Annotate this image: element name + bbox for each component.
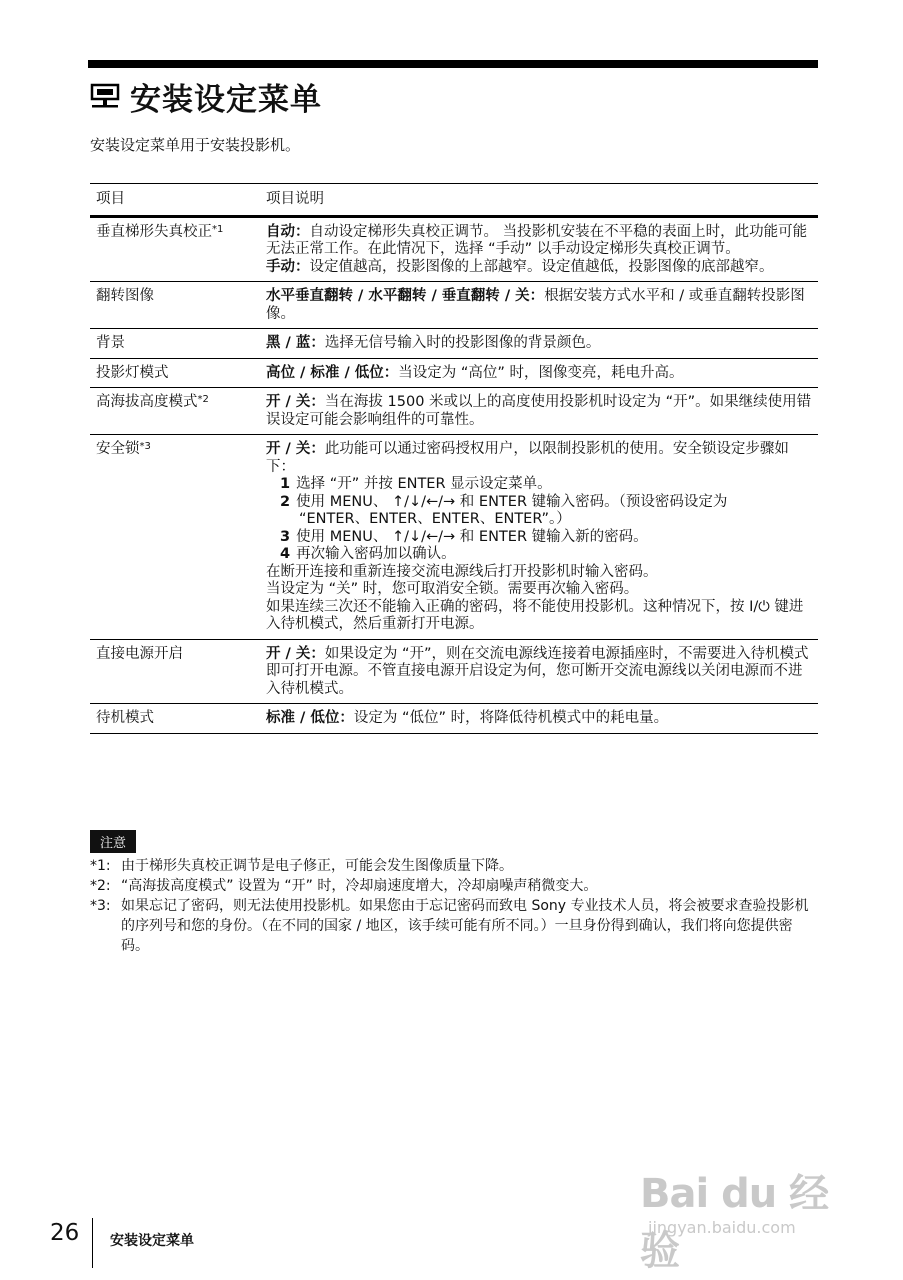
- table-row: [90, 388, 818, 435]
- row-item-label: 垂直梯形失真校正: [96, 223, 212, 240]
- description-line: 在断开连接和重新连接交流电源线后打开投影机时输入密码。: [266, 563, 658, 580]
- option-description: 当设定为 “高位” 时，图像变亮，耗电升高。: [398, 364, 684, 381]
- table-row: [90, 435, 818, 640]
- step-continuation: “ENTER、ENTER、ENTER、ENTER”。）: [299, 511, 571, 527]
- row-item-label: 待机模式: [96, 710, 154, 726]
- row-description-cell: [260, 216, 818, 282]
- row-item-cell: [90, 704, 260, 734]
- description-line: 当设定为 “关” 时，您可取消安全锁。需要再次输入密码。: [266, 581, 639, 597]
- option-values: 手动：: [266, 258, 310, 275]
- option-values: 开 / 关：: [266, 394, 325, 410]
- watermark-brand: Bai du 经验: [640, 1171, 829, 1274]
- description-line: [266, 646, 814, 699]
- row-item-cell: [90, 216, 260, 282]
- row-description-cell: [260, 704, 818, 734]
- row-item-label: 背景: [96, 335, 125, 351]
- option-description: 根据安装方式水平和 / 或垂直翻转投影图像。: [266, 288, 805, 322]
- settings-table: [90, 183, 818, 734]
- procedure-step: [266, 494, 814, 512]
- option-description: 当在海拔 1500 米或以上的高度使用投影机时设定为 “开”。如果继续使用错误设定可能会影响组件的可靠性。: [266, 394, 812, 428]
- top-rule: [88, 60, 818, 68]
- row-item-cell: [90, 329, 260, 359]
- table-row: [90, 358, 818, 388]
- step-number: 4: [280, 546, 291, 562]
- procedure-step: [266, 476, 814, 494]
- option-values: 水平垂直翻转 / 水平翻转 / 垂直翻转 / 关：: [266, 288, 545, 304]
- footnote: [90, 896, 820, 956]
- option-description: 此功能可以通过密码授权用户，以限制投影机的使用。安全锁设定步骤如下：: [266, 441, 789, 475]
- table-row: [90, 216, 818, 282]
- footnote-key: *3:: [90, 898, 111, 914]
- description-line: [266, 335, 814, 353]
- footnote-ref: *1: [212, 223, 224, 235]
- table-header-row: [90, 184, 818, 217]
- footer-title: 安装设定菜单: [110, 1233, 194, 1249]
- row-item-cell: [90, 435, 260, 640]
- row-item-label: 投影灯模式: [96, 364, 169, 381]
- description-line: [266, 288, 814, 323]
- description-line: [266, 441, 814, 476]
- description-line: [266, 710, 814, 728]
- step-text: 选择 “开” 并按 ENTER 显示设定菜单。: [296, 476, 552, 492]
- row-item-label: 直接电源开启: [96, 645, 183, 662]
- step-number: 2: [280, 493, 291, 510]
- step-text: 使用 MENU、 ↑/↓/←/→ 和 ENTER 键输入新的密码。: [296, 528, 648, 545]
- footnote-ref: *2: [197, 394, 209, 405]
- footnote: [90, 876, 820, 896]
- description-line: [266, 394, 814, 429]
- row-description-cell: [260, 639, 818, 704]
- procedure-step: [266, 529, 814, 547]
- row-item-cell: [90, 358, 260, 388]
- row-description-cell: [260, 329, 818, 359]
- row-description-cell: [260, 388, 818, 435]
- row-item-label: 安全锁: [96, 441, 140, 457]
- row-description-cell: [260, 435, 818, 640]
- row-item-label: 高海拔高度模式: [96, 394, 198, 410]
- option-description: 如果设定为 “开”，则在交流电源线连接着电源插座时，不需要进入待机模式即可打开电源。不管直接电源开启设定为何，您可断开交流电源线以关闭电源而不进入待机模式。: [266, 645, 809, 697]
- installation-menu-icon: [90, 83, 120, 109]
- option-values: 开 / 关：: [266, 441, 325, 457]
- table-row: [90, 704, 818, 734]
- footnote: [90, 856, 820, 876]
- header-description: 项目说明: [260, 184, 818, 217]
- option-values: 标准 / 低位：: [266, 710, 354, 726]
- option-description: 设定值越高，投影图像的上部越窄。设定值越低，投影图像的底部越窄。: [309, 258, 774, 275]
- intro-text: 安装设定菜单用于安装投影机。: [90, 136, 301, 154]
- table-row: [90, 329, 818, 359]
- description-line: 如果连续三次还不能输入正确的密码，将不能使用投影机。这种情况下，按 I/⏻ 键进入待机模式，然后重新打开电源。: [266, 598, 804, 632]
- option-values: 开 / 关：: [266, 645, 325, 662]
- table-row: [90, 282, 818, 329]
- row-item-cell: [90, 388, 260, 435]
- option-description: 选择无信号输入时的投影图像的背景颜色。: [324, 335, 601, 351]
- step-number: 1: [280, 476, 291, 492]
- table-row: [90, 639, 818, 704]
- footnote-key: *1:: [90, 858, 111, 874]
- watermark-url: jingyan.baidu.com: [648, 1218, 796, 1237]
- footer-divider: [92, 1218, 93, 1268]
- page-title: 安装设定菜单: [130, 81, 322, 118]
- row-item-label: 翻转图像: [96, 288, 154, 304]
- watermark: [640, 1140, 860, 1274]
- page-number: 26: [50, 1220, 80, 1246]
- option-values: 黑 / 蓝：: [266, 335, 325, 351]
- row-description-cell: [260, 358, 818, 388]
- page-heading: [90, 74, 322, 118]
- note-badge: 注意: [90, 830, 136, 853]
- footnote-text: “高海拔高度模式” 设置为 “开” 时，冷却扇速度增大，冷却扇噪声稍微变大。: [121, 878, 598, 894]
- description-line: [266, 365, 814, 383]
- description-line: [266, 224, 814, 259]
- footnote-text: 如果忘记了密码，则无法使用投影机。如果您由于忘记密码而致电 Sony 专业技术人员，将会被要求查验投影机的序列号和您的身份。（在不同的国家 / 地区，该手续可能有所不同。）一旦身份得到确认，我们将向您提供密码。: [121, 898, 809, 954]
- step-text: 再次输入密码加以确认。: [296, 546, 456, 562]
- option-description: 设定为 “低位” 时，将降低待机模式中的耗电量。: [353, 710, 669, 726]
- procedure-step: [266, 546, 814, 564]
- row-item-cell: [90, 282, 260, 329]
- header-item: 项目: [90, 184, 260, 217]
- row-description-cell: [260, 282, 818, 329]
- option-description: 自动设定梯形失真校正调节。 当投影机安装在不平稳的表面上时，此功能可能无法正常工作。在此情况下，选择 “手动” 以手动设定梯形失真校正调节。: [266, 223, 808, 257]
- step-number: 3: [280, 528, 291, 545]
- footnotes: [90, 856, 820, 956]
- step-text: 使用 MENU、 ↑/↓/←/→ 和 ENTER 键输入密码。（预设密码设定为: [296, 493, 728, 510]
- row-item-cell: [90, 639, 260, 704]
- footnote-ref: *3: [139, 441, 151, 452]
- footnote-key: *2:: [90, 878, 111, 894]
- description-line: [266, 259, 814, 277]
- option-values: 高位 / 标准 / 低位：: [266, 364, 399, 381]
- footnote-text: 由于梯形失真校正调节是电子修正，可能会发生图像质量下降。: [121, 858, 513, 874]
- option-values: 自动：: [266, 223, 310, 240]
